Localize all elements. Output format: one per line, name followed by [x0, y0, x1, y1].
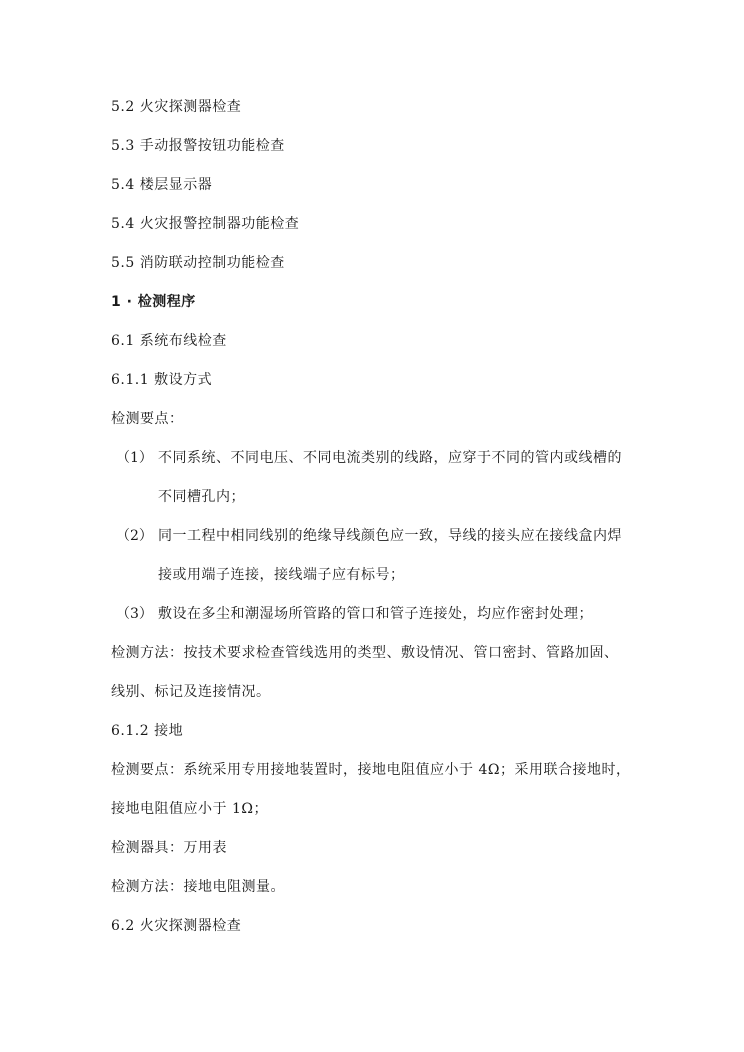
- grounding-points-line-2: 接地电阻值应小于 1Ω；: [111, 801, 268, 817]
- heading-6-1-2: 6.1.2 接地: [111, 723, 184, 739]
- toc-line-5-5: 5.5 消防联动控制功能检查: [111, 255, 285, 271]
- heading-6-1: 6.1 系统布线检查: [111, 333, 227, 349]
- toc-line-5-4a: 5.4 楼层显示器: [111, 177, 213, 193]
- heading-6-1-1: 6.1.1 敷设方式: [111, 372, 213, 388]
- list-item-text: 不同系统、不同电压、不同电流类别的线路，应穿于不同的管内或线槽的: [158, 450, 622, 466]
- list-item-number: （1）: [116, 450, 153, 466]
- list-item-continuation: 不同槽孔内；: [158, 489, 245, 505]
- toc-line-5-3: 5.3 手动报警按钮功能检查: [111, 138, 285, 154]
- grounding-points-line-1: 检测要点：系统采用专用接地装置时，接地电阻值应小于 4Ω；采用联合接地时，: [111, 762, 631, 778]
- list-item-continuation: 接或用端子连接，接线端子应有标号；: [158, 567, 405, 583]
- grounding-method-line: 检测方法：接地电阻测量。: [111, 879, 285, 895]
- toc-line-5-2: 5.2 火灾探测器检查: [111, 99, 242, 115]
- heading-6-2: 6.2 火灾探测器检查: [111, 918, 242, 934]
- toc-line-5-4b: 5.4 火灾报警控制器功能检查: [111, 216, 300, 232]
- list-item-number: （3）: [116, 606, 153, 622]
- method-line-2: 线别、标记及连接情况。: [111, 684, 271, 700]
- check-points-label: 检测要点：: [111, 411, 184, 427]
- instrument-line: 检测器具：万用表: [111, 840, 227, 856]
- list-item-text: 敷设在多尘和潮湿场所管路的管口和管子连接处，均应作密封处理；: [158, 606, 593, 622]
- method-line-1: 检测方法：按技术要求检查管线选用的类型、敷设情况、管口密封、管路加固、: [111, 645, 619, 661]
- list-item-number: （2）: [116, 528, 153, 544]
- section-heading: 1 · 检测程序: [111, 294, 196, 310]
- list-item-text: 同一工程中相同线别的绝缘导线颜色应一致，导线的接头应在接线盒内焊: [158, 528, 622, 544]
